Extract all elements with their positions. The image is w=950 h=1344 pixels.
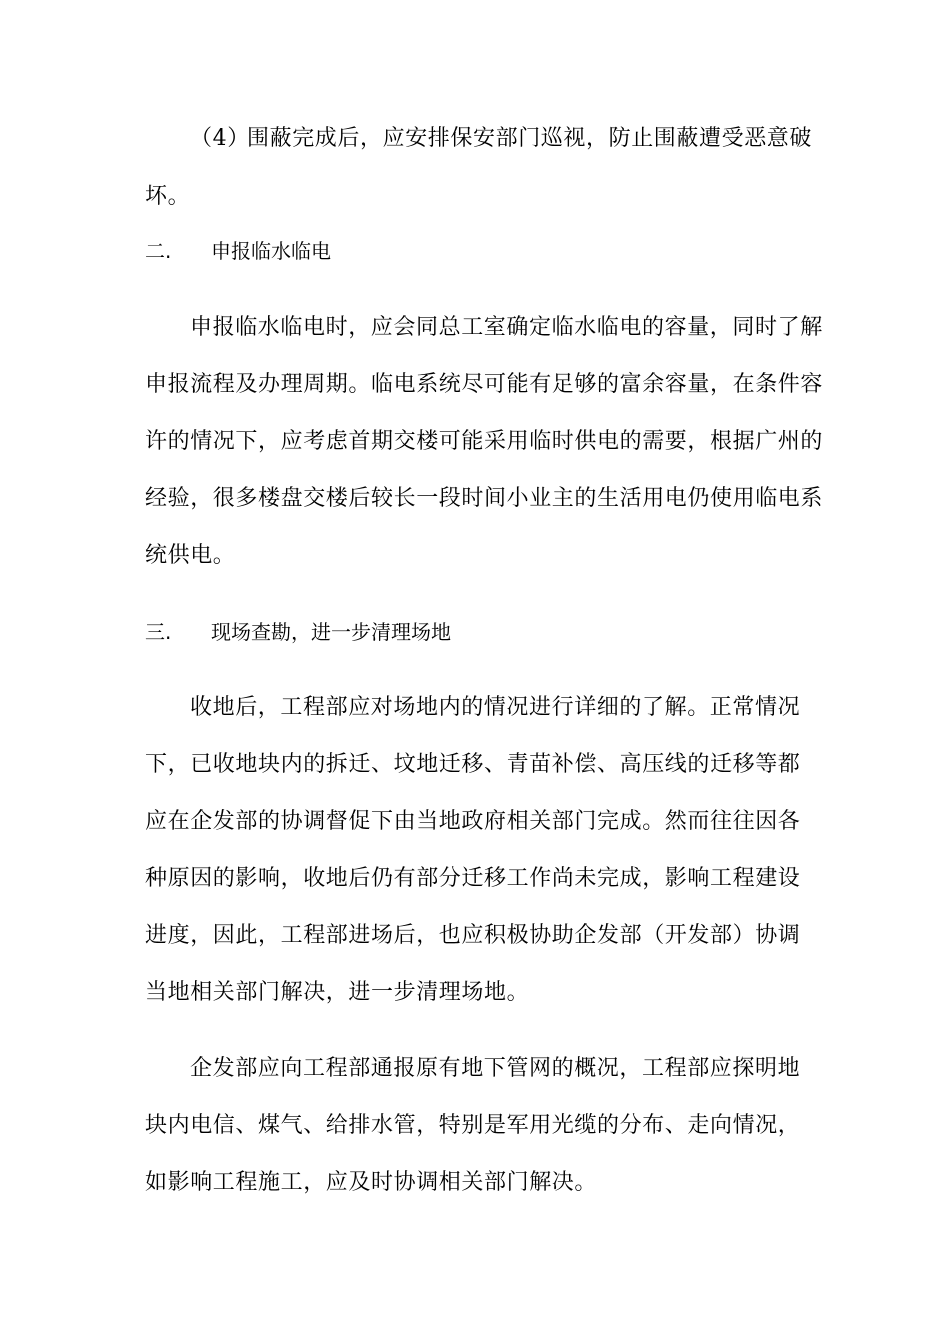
item-4-number: （4） [190, 126, 250, 151]
section-2-line-1: 申报临水临电时，应会同总工室确定临水临电的容量，同时了解 [190, 315, 823, 340]
section-3-title: 现场查勘，进一步清理场地 [211, 620, 451, 644]
item-4-line-1 [190, 124, 812, 154]
section-3-para-1-line-4: 种原因的影响，收地后仍有部分迁移工作尚未完成，影响工程建设 [145, 866, 801, 891]
section-2-line-3: 许的情况下，应考虑首期交楼可能采用临时供电的需要，根据广州的 [145, 429, 824, 454]
section-3-heading [145, 617, 451, 647]
section-2-heading [145, 236, 331, 266]
item-4-text: 围蔽完成后，应安排保安部门巡视，防止围蔽遭受恶意破 [247, 126, 813, 151]
section-3-para-1-line-2: 下，已收地块内的拆迁、坟地迁移、青苗补偿、高压线的迁移等都 [145, 752, 801, 777]
section-3-para-1-line-3: 应在企发部的协调督促下由当地政府相关部门完成。然而往往因各 [145, 809, 801, 834]
section-3-para-1-line-5: 进度，因此，工程部进场后，也应积极协助企发部（开发部）协调 [145, 923, 801, 948]
section-2-number: 二. [145, 239, 172, 263]
section-3-para-2-line-1: 企发部应向工程部通报原有地下管网的概况，工程部应探明地 [190, 1056, 801, 1081]
section-3-para-1-line-6: 当地相关部门解决，进一步清理场地。 [145, 980, 530, 1005]
item-4-line-2: 坏。 [145, 184, 191, 209]
section-2-line-2: 申报流程及办理周期。临电系统尽可能有足够的富余容量，在条件容 [145, 372, 824, 397]
section-3-para-2-line-2: 块内电信、煤气、给排水管，特别是军用光缆的分布、走向情况， [145, 1113, 801, 1138]
section-3-para-2-line-3: 如影响工程施工，应及时协调相关部门解决。 [145, 1170, 598, 1195]
section-3-number: 三. [145, 620, 172, 644]
section-3-para-1-line-1: 收地后，工程部应对场地内的情况进行详细的了解。正常情况 [190, 695, 801, 720]
section-2-line-4: 经验，很多楼盘交楼后较长一段时间小业主的生活用电仍使用临电系 [145, 486, 824, 511]
section-2-line-5: 统供电。 [145, 543, 236, 568]
section-2-title: 申报临水临电 [211, 239, 331, 263]
